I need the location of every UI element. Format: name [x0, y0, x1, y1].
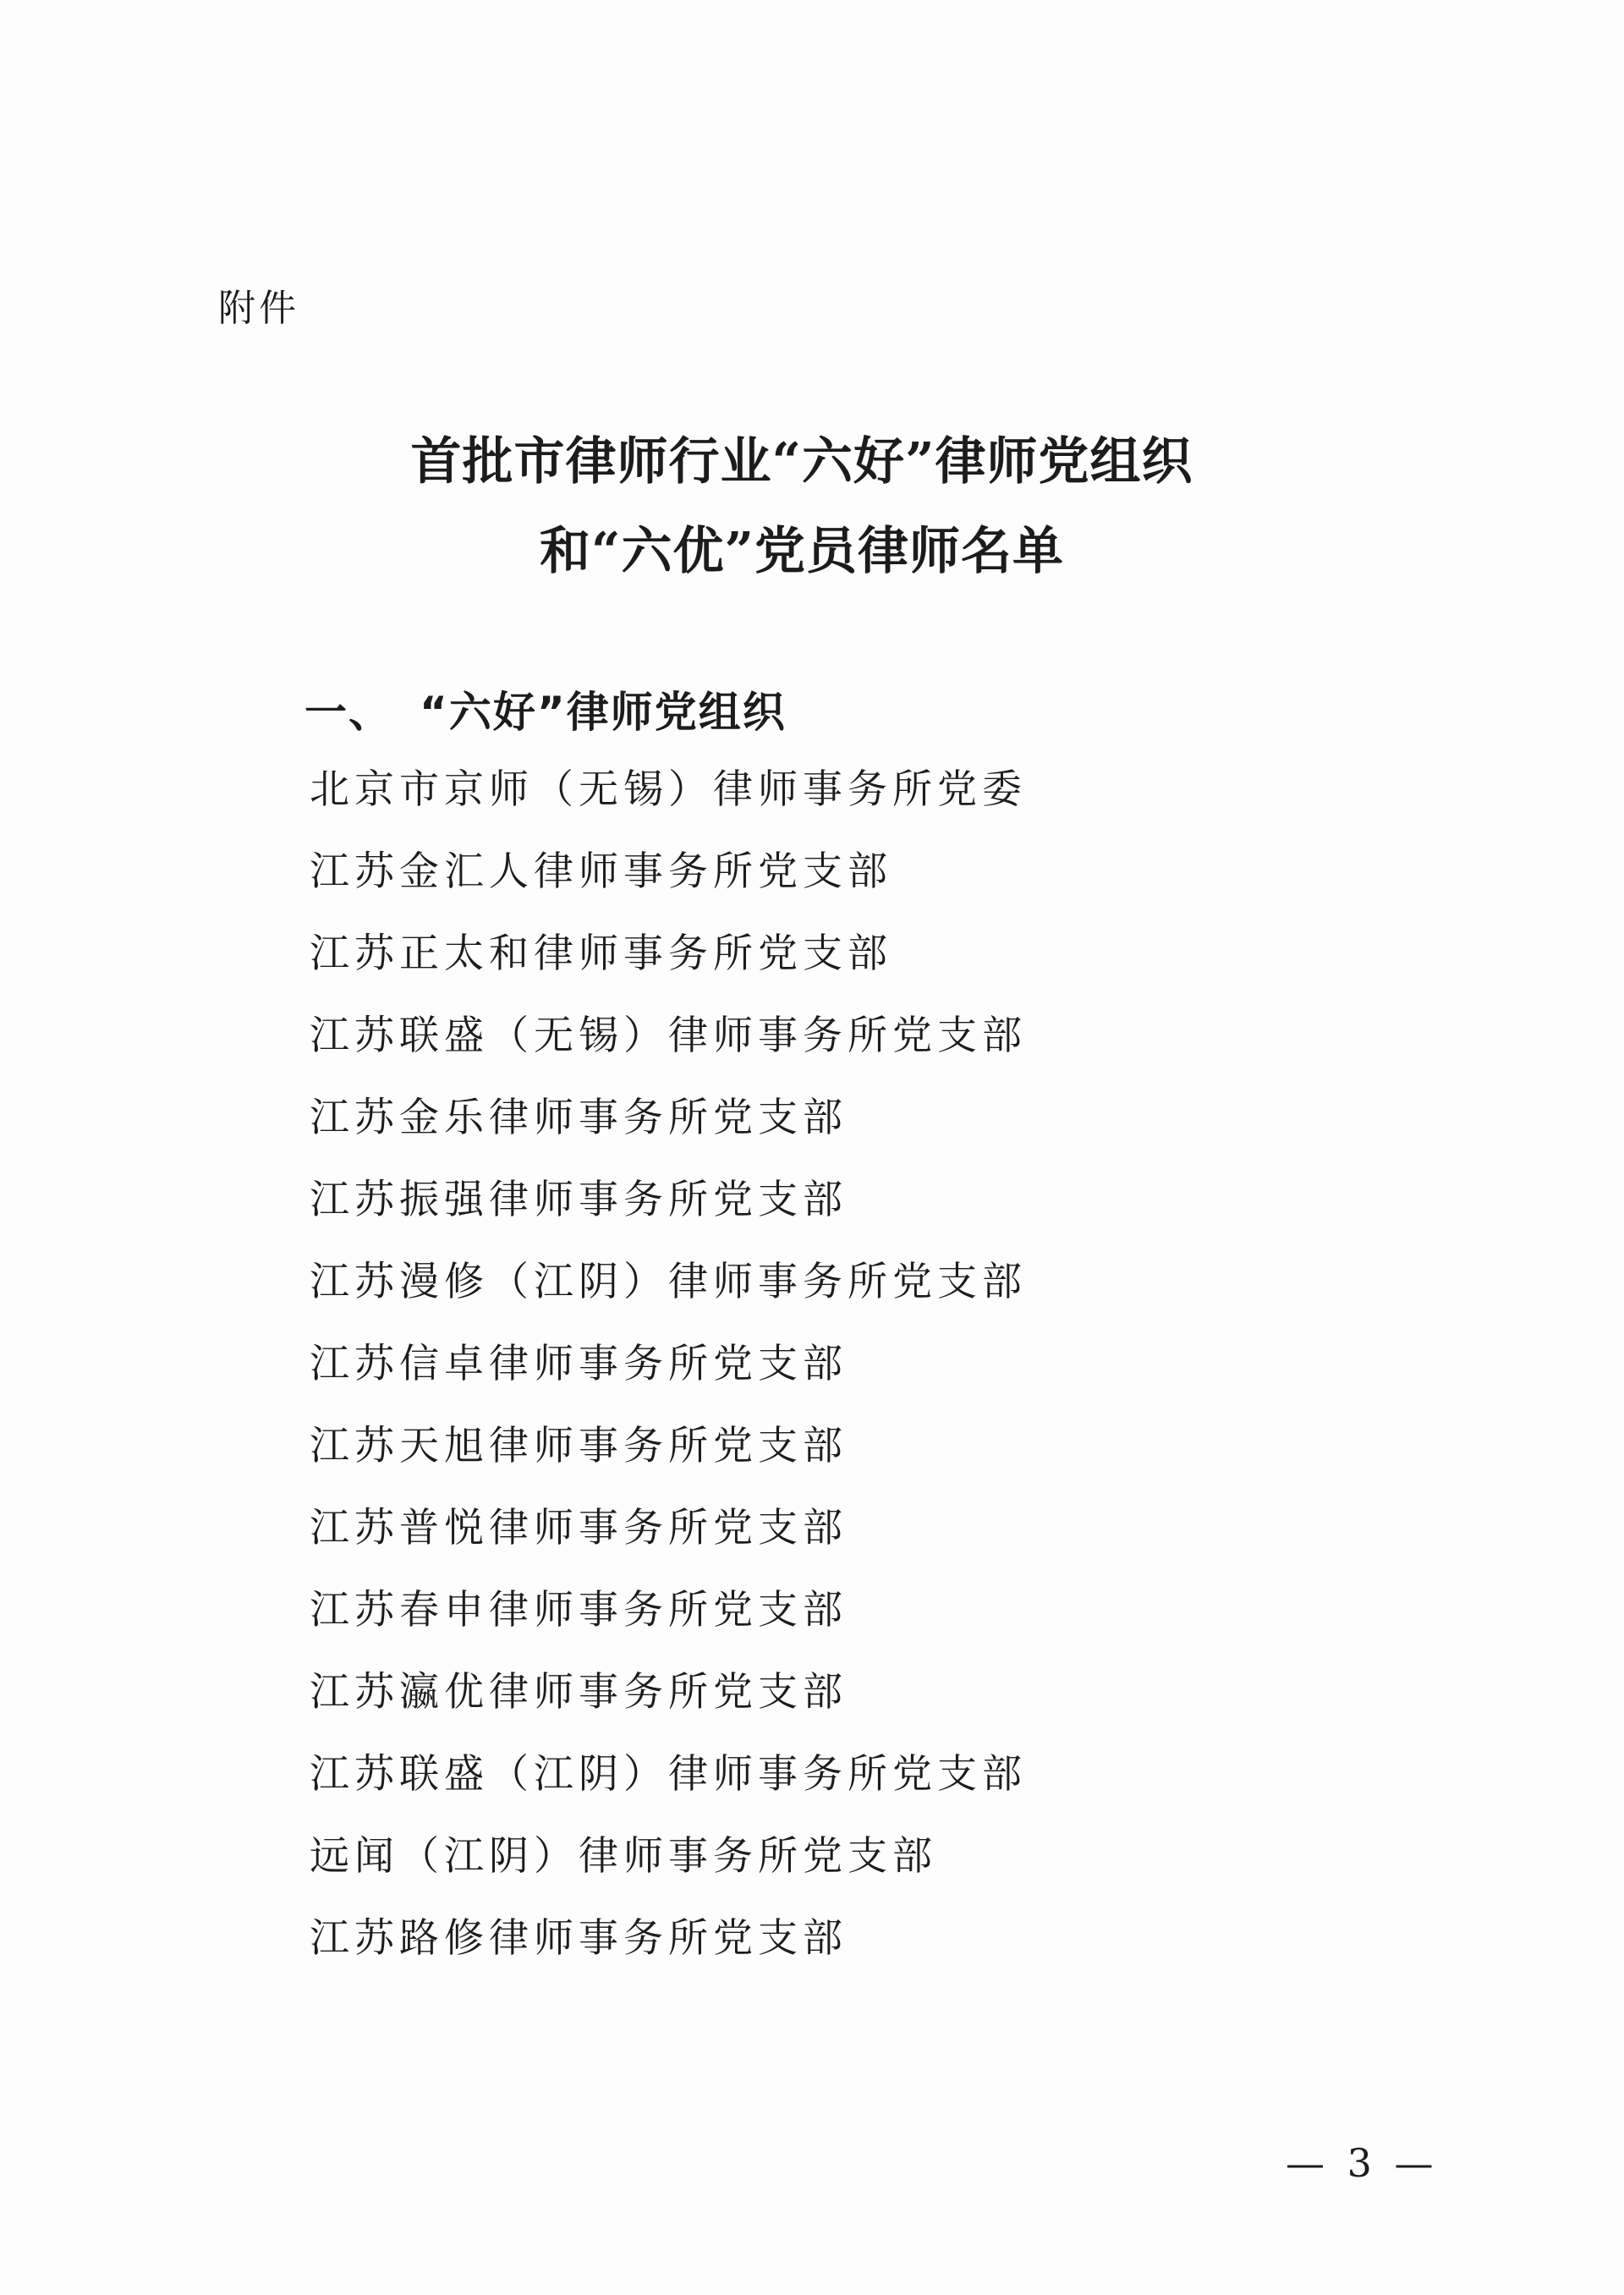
list-item: 江苏瀛优律师事务所党支部	[310, 1669, 848, 1716]
section-number: 一、	[304, 688, 392, 737]
section-heading-text: “六好”律师党组织	[420, 688, 787, 737]
document-title-line-2: 和“六优”党员律师名单	[539, 522, 1065, 581]
list-item: 江苏振强律师事务所党支部	[310, 1177, 848, 1223]
list-item: 江苏信卓律师事务所党支部	[310, 1341, 848, 1387]
list-item: 江苏金乐律师事务所党支部	[310, 1095, 848, 1141]
list-item: 江苏普悦律师事务所党支部	[310, 1505, 848, 1551]
list-item: 江苏正太和律师事务所党支部	[310, 931, 892, 977]
organization-list	[310, 761, 1027, 1992]
list-item: 远闻（江阴）律师事务所党支部	[310, 1833, 937, 1880]
list-item: 江苏春申律师事务所党支部	[310, 1587, 848, 1633]
document-title-line-1: 首批市律师行业“六好”律师党组织	[410, 432, 1193, 491]
list-item: 江苏联盛（无锡）律师事务所党支部	[310, 1013, 1027, 1059]
list-item: 江苏金汇人律师事务所党支部	[310, 848, 892, 895]
section-heading	[304, 678, 787, 739]
page-number: — 3 —	[1286, 2140, 1439, 2186]
list-item: 江苏路修律师事务所党支部	[310, 1915, 848, 1962]
list-item: 江苏天旭律师事务所党支部	[310, 1423, 848, 1469]
attachment-label: 附件	[218, 287, 299, 330]
list-item: 江苏联盛（江阴）律师事务所党支部	[310, 1751, 1027, 1798]
list-item: 北京市京师（无锡）律师事务所党委	[310, 766, 1027, 813]
list-item: 江苏漫修（江阴）律师事务所党支部	[310, 1259, 1027, 1305]
